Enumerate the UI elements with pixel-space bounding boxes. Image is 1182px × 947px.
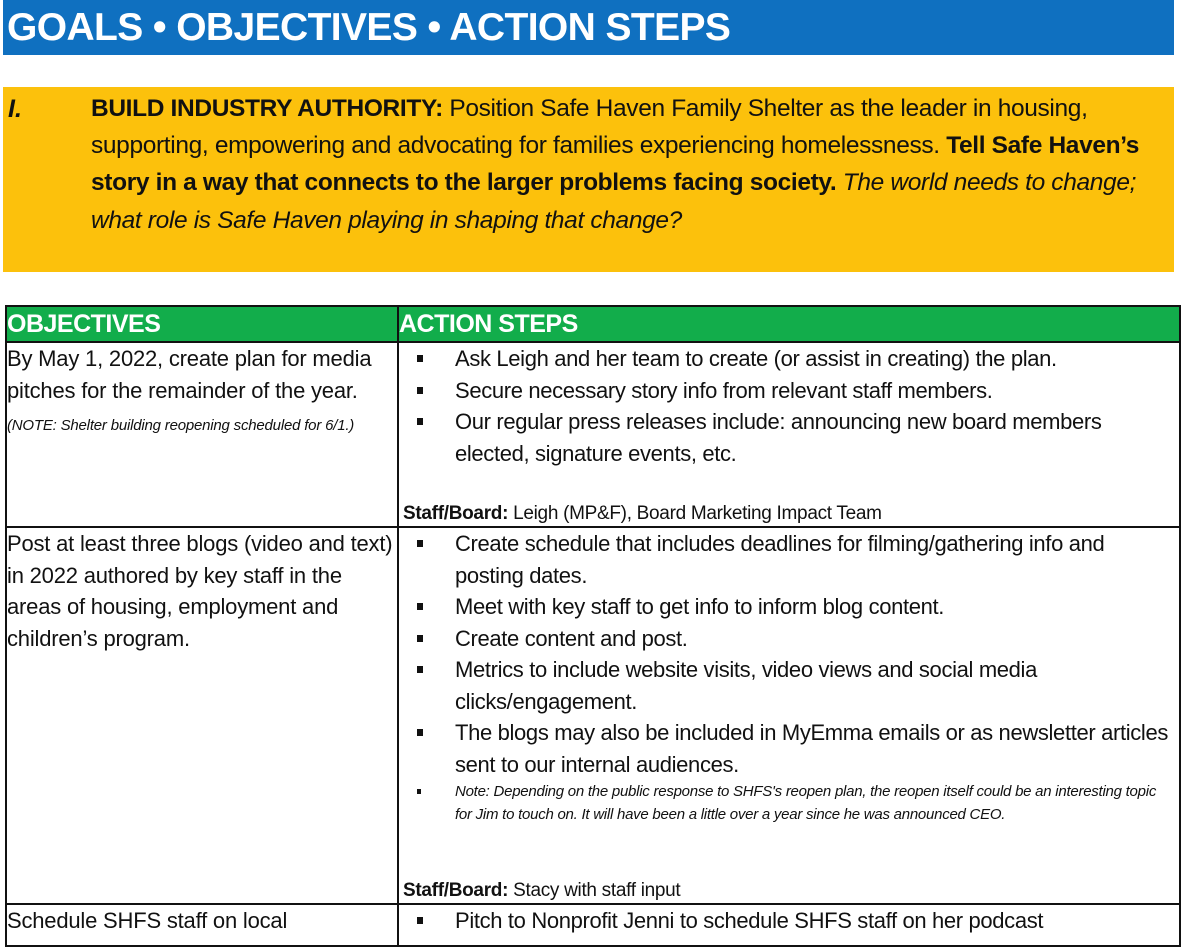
list-item: [411, 528, 1171, 591]
table-row: [6, 904, 1180, 946]
step-text: Meet with key staff to get info to inform blog content.: [455, 594, 945, 619]
objective-cell: [6, 904, 398, 946]
action-steps-list: [411, 528, 1171, 826]
objective-text: Schedule SHFS staff on local: [7, 908, 288, 933]
page-title: GOALS • OBJECTIVES • ACTION STEPS: [7, 6, 731, 49]
square-bullet-icon: [417, 666, 423, 673]
table-row: [6, 527, 1180, 904]
staff-board-line: [403, 502, 882, 526]
goal-description: Position Safe Haven Family Shelter as the leader in housing, supporting, empowering and advocating for families experiencing homelessness.: [91, 95, 1088, 160]
step-text: Metrics to include website visits, video views and social media clicks/engagement.: [455, 657, 1037, 714]
objectives-table: [5, 305, 1181, 947]
staff-board-line: [403, 879, 680, 903]
objective-cell: [6, 342, 398, 527]
step-text: The blogs may also be included in MyEmma emails or as newsletter articles sent to our internal audiences.: [455, 720, 1168, 777]
step-text: Secure necessary story info from relevant staff members.: [455, 377, 993, 403]
step-note-text: Note: Depending on the public response to SHFS's reopen plan, the reopen itself could be an interesting topic for Jim to touch on. It will have been a little over a year since he was announced CEO.: [455, 783, 1157, 823]
square-bullet-icon: [417, 603, 423, 610]
action-steps-cell: [398, 342, 1180, 527]
goal-statement: [91, 90, 1161, 239]
action-steps-list: [411, 343, 1171, 469]
list-item: [411, 406, 1171, 469]
column-header-objectives: OBJECTIVES: [6, 306, 398, 342]
list-item: [411, 905, 1171, 937]
objective-note: (NOTE: Shelter building reopening scheduled for 6/1.): [7, 416, 355, 434]
square-bullet-icon: [417, 917, 423, 924]
action-steps-cell: [398, 904, 1180, 946]
action-steps-cell: [398, 527, 1180, 904]
list-item-note: [411, 780, 1171, 826]
objective-cell: [6, 527, 398, 904]
staff-board-label: Staff/Board:: [403, 880, 509, 901]
square-bullet-icon: [417, 789, 421, 794]
goal-heading: BUILD INDUSTRY AUTHORITY:: [91, 95, 443, 122]
square-bullet-icon: [417, 540, 423, 547]
action-steps-list: [411, 905, 1171, 937]
list-item: [411, 591, 1171, 623]
step-text: Create content and post.: [455, 625, 688, 651]
page-title-bar: [3, 0, 1174, 55]
list-item: [411, 343, 1171, 375]
square-bullet-icon: [417, 729, 423, 736]
staff-board-label: Staff/Board:: [403, 503, 509, 524]
objective-text: By May 1, 2022, create plan for media pitches for the remainder of the year.: [7, 346, 372, 403]
list-item: [411, 623, 1171, 655]
goal-number: I.: [8, 95, 22, 123]
goal-question: The world needs to change; what role is Safe Haven playing in shaping that change?: [91, 169, 1137, 234]
table-header-row: [6, 306, 1180, 342]
goal-section: [3, 87, 1174, 272]
step-text: Create schedule that includes deadlines for filming/gathering info and posting dates.: [455, 531, 1105, 588]
square-bullet-icon: [417, 418, 423, 425]
column-header-action-steps: ACTION STEPS: [398, 306, 1180, 342]
step-text: Our regular press releases include: announcing new board members elected, signature events, etc.: [455, 409, 1102, 466]
table-row: [6, 342, 1180, 527]
step-text: Pitch to Nonprofit Jenni to schedule SHFS staff on her podcast: [455, 908, 1044, 933]
list-item: [411, 654, 1171, 717]
list-item: [411, 375, 1171, 407]
staff-board-value: Stacy with staff input: [508, 880, 681, 901]
objective-text: Post at least three blogs (video and text) in 2022 authored by key staff in the areas of housing, employment and children’s program.: [7, 531, 393, 651]
square-bullet-icon: [417, 355, 423, 362]
goal-emphasis: Tell Safe Haven’s story in a way that connects to the larger problems facing society.: [91, 132, 1140, 197]
square-bullet-icon: [417, 635, 423, 642]
step-text: Ask Leigh and her team to create (or assist in creating) the plan.: [455, 346, 1057, 371]
square-bullet-icon: [417, 387, 423, 394]
staff-board-value: Leigh (MP&F), Board Marketing Impact Team: [508, 503, 882, 524]
list-item: [411, 717, 1171, 780]
